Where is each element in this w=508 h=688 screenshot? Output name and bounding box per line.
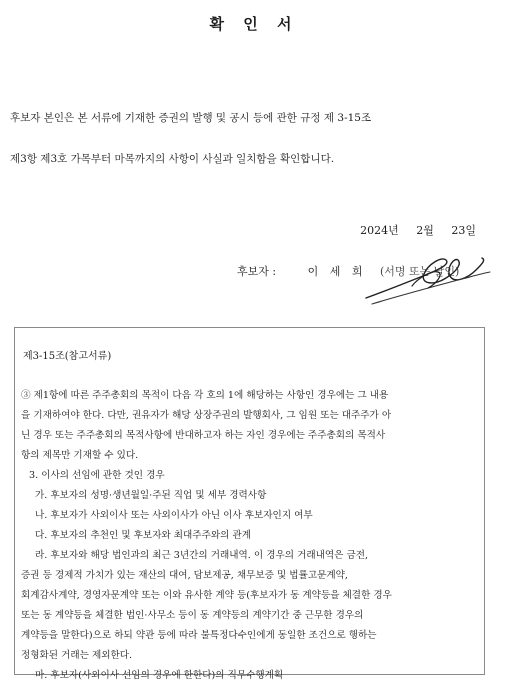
declaration-line-1: 후보자 본인은 본 서류에 기재한 증권의 발행 및 공시 등에 관한 규정 제 3-15조 xyxy=(10,112,372,124)
regulation-line: 3. 이사의 선임에 관한 것인 경우 xyxy=(29,470,165,481)
regulation-line: 라. 후보자와 해당 법인과의 최근 3년간의 거래내역. 이 경우의 거래내역은 금전, xyxy=(35,550,369,561)
handwritten-signature xyxy=(358,250,498,308)
regulation-line: 마. 후보자(사외이사 선임의 경우에 한한다)의 직무수행계획 xyxy=(35,670,284,681)
regulation-line: 다. 후보자의 추천인 및 후보자와 최대주주와의 관계 xyxy=(35,530,251,541)
regulation-line: 을 기재하여야 한다. 다만, 권유자가 해당 상장주권의 발행회사, 그 임원 또는 대주주가 아 xyxy=(21,410,392,421)
regulation-text xyxy=(21,388,478,688)
date-month: 2월 xyxy=(416,224,434,237)
regulation-line: 나. 후보자가 사외이사 또는 사외이사가 아닌 이사 후보자인지 여부 xyxy=(35,510,313,521)
regulation-title: 제3-15조(참고서류) xyxy=(23,351,112,362)
regulation-reference-box xyxy=(14,327,485,681)
date-year: 2024년 xyxy=(360,224,399,237)
regulation-line: 또는 동 계약등을 체결한 법인·사무소 등이 동 계약등의 계약기간 중 근무한 경우의 xyxy=(21,610,364,621)
regulation-line: 항의 제목만 기재할 수 있다. xyxy=(21,450,139,461)
regulation-line: 계약등을 말한다)으로 하되 약관 등에 따라 불특정다수인에게 동일한 조건으로 행하는 xyxy=(21,630,377,641)
document-title: 확 인 서 xyxy=(209,15,299,33)
regulation-line: 가. 후보자의 성명·생년월일·주된 직업 및 세부 경력사항 xyxy=(35,490,267,501)
regulation-line: 회계감사계약, 경영자문계약 또는 이와 유사한 계약 등(후보자가 동 계약등을 체결한 경우 xyxy=(21,590,392,601)
declaration-line-2: 제3항 제3호 가목부터 마목까지의 사항이 사실과 일치함을 확인합니다. xyxy=(10,153,335,165)
signer-name: 이 세 희 xyxy=(307,265,367,278)
regulation-line: ③ 제1항에 따른 주주총회의 목적이 다음 각 호의 1에 해당하는 사항인 경우에는 그 내용 xyxy=(21,390,389,401)
regulation-line: 정형화된 거래는 제외한다. xyxy=(21,650,133,661)
regulation-line: 증권 등 경제적 가치가 있는 재산의 대여, 담보제공, 채무보증 및 법률고문계약, xyxy=(21,570,348,581)
signer-label: 후보자 : xyxy=(237,265,277,278)
seal-placeholder: (서명 또는 날인) xyxy=(379,265,460,278)
signing-date xyxy=(360,222,476,238)
date-day: 23일 xyxy=(451,224,476,237)
regulation-line: 닌 경우 또는 주주총회의 목적사항에 반대하고자 하는 자인 경우에는 주주총회의 목적사 xyxy=(21,430,386,441)
